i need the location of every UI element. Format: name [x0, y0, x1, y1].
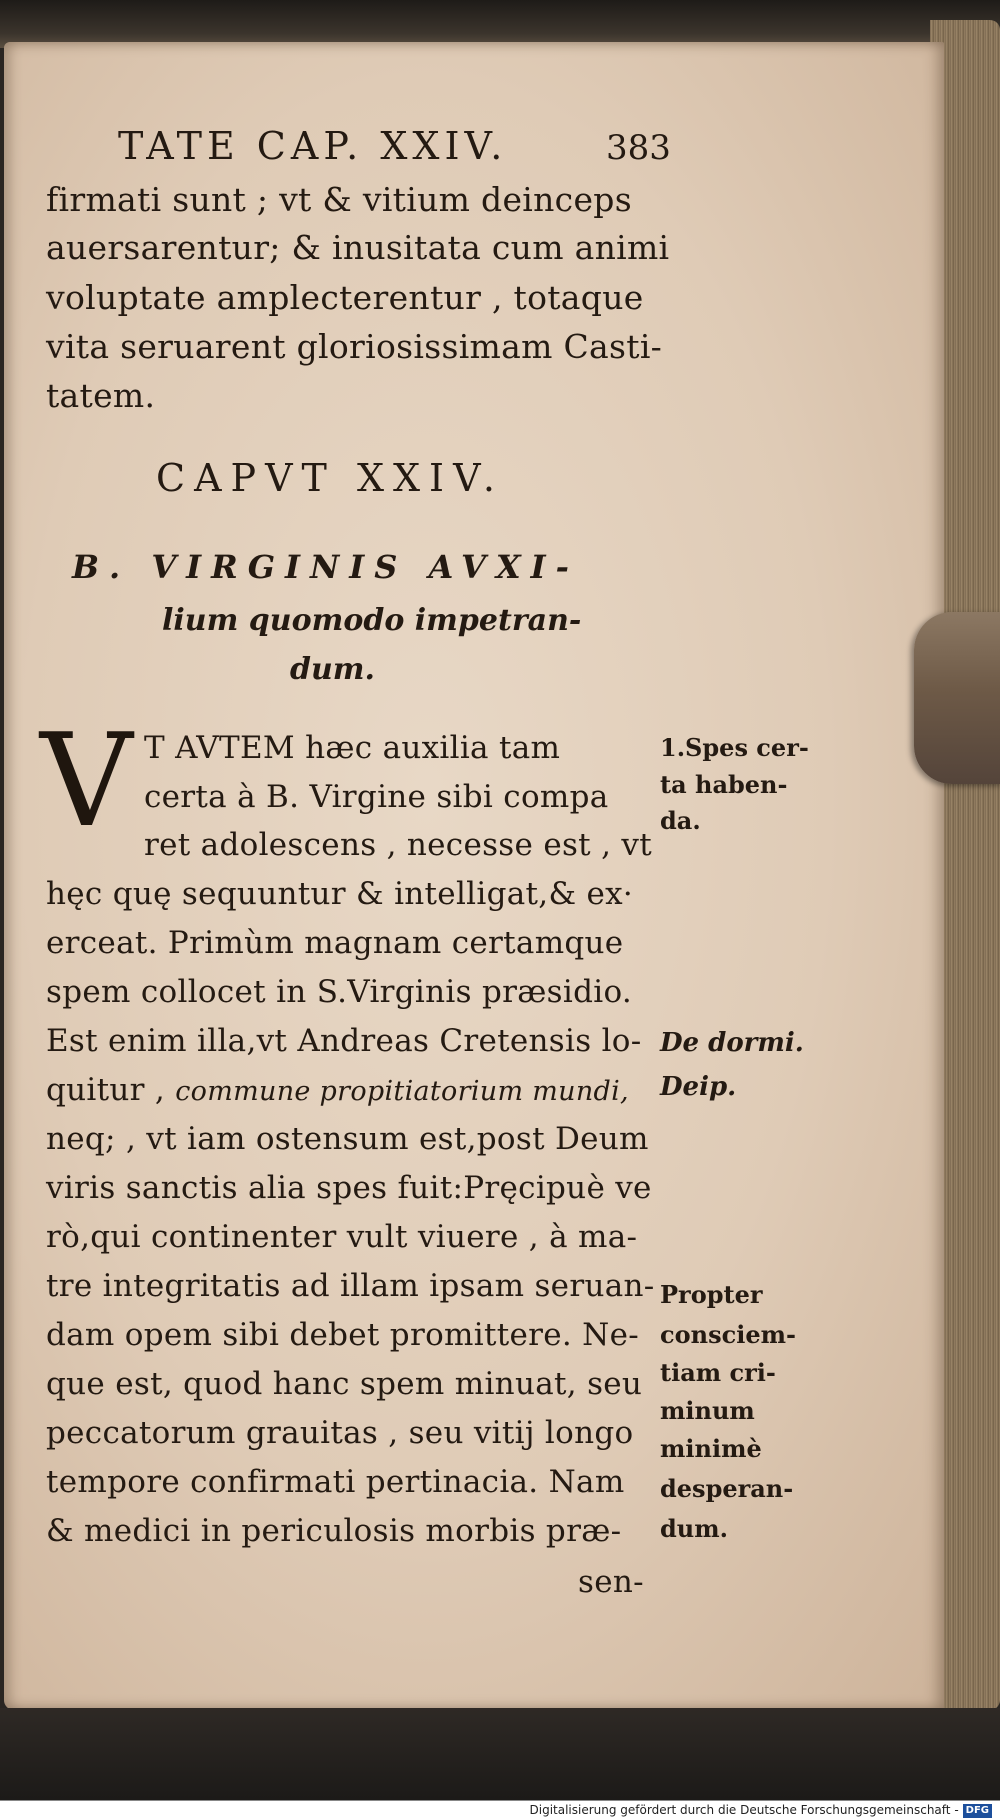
- body-line: tempore confirmati pertinacia. Nam: [46, 1464, 625, 1500]
- marginal-note-line: minum: [660, 1396, 755, 1425]
- body-line-with-quote: [46, 1072, 629, 1108]
- body-line-start: quitur ,: [46, 1072, 166, 1108]
- marginal-note-line: desperan-: [660, 1474, 794, 1503]
- italic-quote: commune propitiatorium mundi,: [175, 1076, 629, 1107]
- body-line: peccatorum grauitas , seu vitij longo: [46, 1415, 634, 1451]
- body-line: neq; , vt iam ostensum est,post Deum: [46, 1121, 649, 1157]
- book-bottom-edge: [0, 1708, 1000, 1800]
- marginal-note-line: tiam cri-: [660, 1358, 776, 1387]
- body-line: ret adolescens , necesse est , vt: [144, 827, 652, 863]
- body-line: tre integritatis ad illam ipsam seruan-: [46, 1268, 655, 1304]
- marginal-note-line: 1.Spes cer-: [660, 733, 809, 762]
- body-line: viris sanctis alia spes fuit:Pręcipuè ve: [46, 1170, 652, 1206]
- intro-line: auersarentur; & inusitata cum animi: [46, 228, 670, 267]
- chapter-subtitle-line: dum.: [290, 652, 375, 687]
- bookmark-clasp: [914, 612, 1000, 784]
- body-line: dam opem sibi debet promittere. Ne-: [46, 1317, 640, 1353]
- intro-line: firmati sunt ; vt & vitium deinceps: [46, 180, 632, 219]
- marginal-note-line: dum.: [660, 1514, 728, 1543]
- catchword: sen-: [578, 1564, 644, 1600]
- marginal-note-line: Deip.: [660, 1072, 737, 1102]
- dfg-logo: DFG: [963, 1804, 992, 1818]
- chapter-subtitle-line: B. VIRGINIS AVXI-: [72, 548, 579, 586]
- marginal-note-line: consciem-: [660, 1320, 796, 1349]
- page-number: 383: [606, 128, 671, 168]
- marginal-note-line: ta haben-: [660, 770, 788, 799]
- body-line: erceat. Primùm magnam certamque: [46, 925, 624, 961]
- marginal-note-line: da.: [660, 806, 701, 835]
- body-line: rò,qui continenter vult viuere , à ma-: [46, 1219, 638, 1255]
- intro-line: voluptate amplecterentur , totaque: [46, 278, 644, 317]
- marginal-note-line: minimè: [660, 1434, 762, 1463]
- book-top-edge: [0, 0, 1000, 48]
- chapter-heading: CAPVT XXIV.: [156, 456, 504, 500]
- intro-line: tatem.: [46, 376, 156, 415]
- body-line: spem collocet in S.Virginis præsidio.: [46, 974, 633, 1010]
- body-line: hęc quę sequuntur & intelligat,& ex·: [46, 876, 634, 912]
- body-line: certa à B. Virgine sibi compa: [144, 779, 609, 815]
- chapter-subtitle-line: lium quomodo impetran-: [162, 603, 582, 638]
- body-line: Est enim illa,vt Andreas Cretensis lo-: [46, 1023, 642, 1059]
- body-line: T AVTEM hæc auxilia tam: [144, 730, 561, 766]
- drop-cap: V: [40, 707, 133, 856]
- body-line: & medici in periculosis morbis præ-: [46, 1513, 622, 1549]
- body-line: que est, quod hanc spem minuat, seu: [46, 1366, 643, 1402]
- footer-credit-text: Digitalisierung gefördert durch die Deutsche Forschungsgemeinschaft -: [529, 1803, 959, 1817]
- marginal-note-line: De dormi.: [660, 1028, 804, 1058]
- running-head-title: TATE CAP. XXIV.: [118, 124, 508, 168]
- digitization-credit-bar: [0, 1800, 1000, 1820]
- intro-line: vita seruarent gloriosissimam Casti-: [46, 327, 663, 366]
- marginal-note-line: Propter: [660, 1280, 763, 1309]
